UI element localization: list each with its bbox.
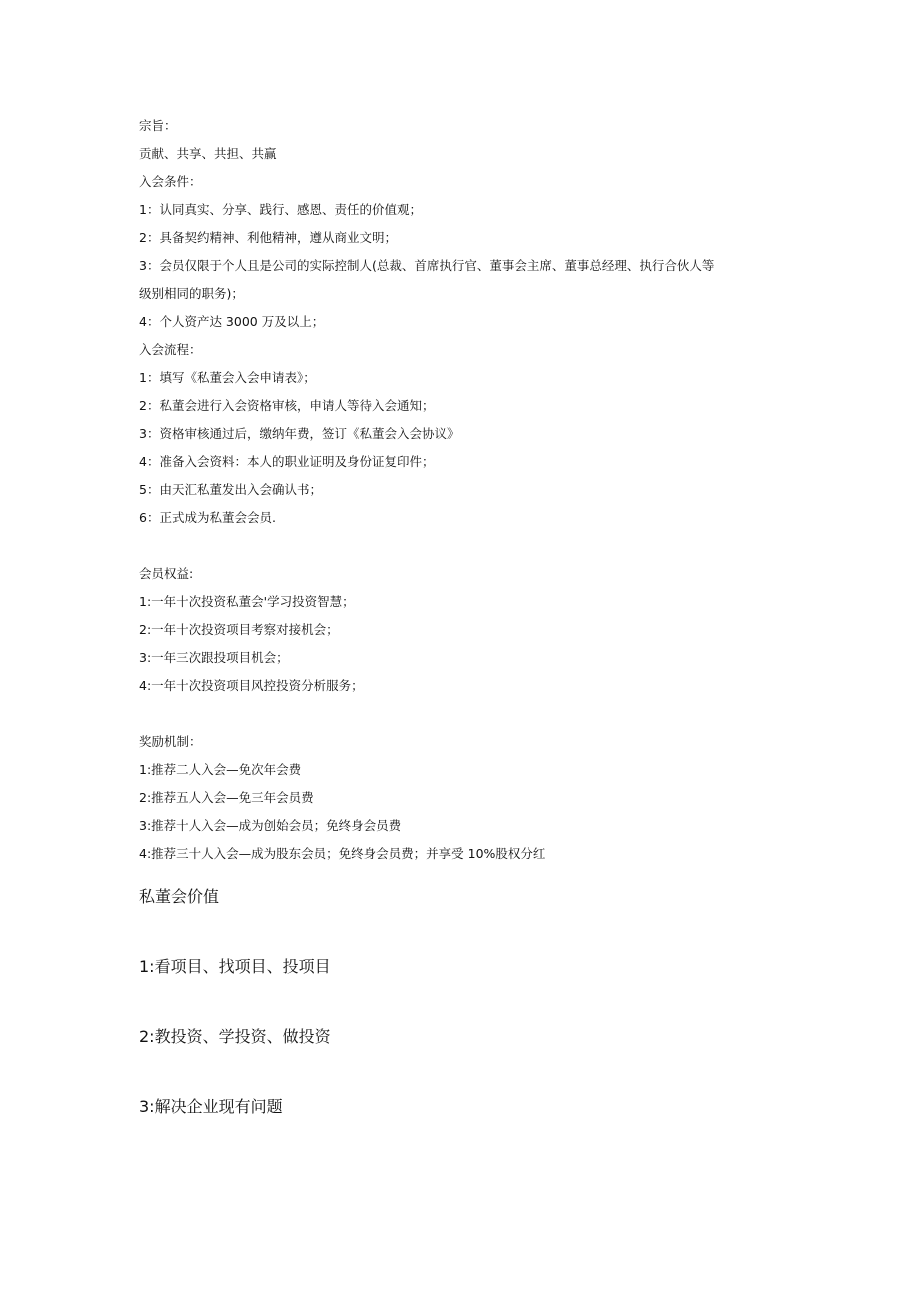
conditions-item-4: 4：个人资产达 3000 万及以上； (139, 314, 325, 329)
rewards-item-1: 1:推荐二人入会—免次年会费 (139, 762, 302, 777)
conditions-item-1: 1：认同真实、分享、践行、感恩、责任的价值观； (139, 202, 422, 217)
process-item-2: 2：私董会进行入会资格审核，申请人等待入会通知； (139, 398, 435, 413)
conditions-item-3-continued: 级别相同的职务)； (139, 286, 244, 301)
conditions-heading: 入会条件： (139, 174, 202, 189)
conditions-item-2: 2：具备契约精神、利他精神，遵从商业文明； (139, 230, 397, 245)
rewards-heading: 奖励机制： (139, 734, 202, 749)
benefits-item-4: 4:一年十次投资项目风控投资分析服务； (139, 678, 364, 693)
rewards-item-2: 2:推荐五人入会—免三年会员费 (139, 790, 314, 805)
process-item-3: 3：资格审核通过后，缴纳年费，签订《私董会入会协议》 (139, 426, 460, 441)
process-item-5: 5：由天汇私董发出入会确认书； (139, 482, 322, 497)
benefits-item-3: 3:一年三次跟投项目机会； (139, 650, 289, 665)
process-item-6: 6：正式成为私董会会员. (139, 510, 276, 525)
conditions-item-3: 3：会员仅限于个人且是公司的实际控制人(总裁、首席执行官、董事会主席、董事总经理、执行合伙人等 (139, 258, 715, 273)
spacer (139, 532, 799, 560)
rewards-item-3: 3:推荐十人入会—成为创始会员；免终身会员费 (139, 818, 402, 833)
value-item-3: 3:解决企业现有问题 (139, 1097, 283, 1116)
benefits-item-1: 1:一年十次投资私董会'学习投资智慧； (139, 594, 355, 609)
benefits-item-2: 2:一年十次投资项目考察对接机会； (139, 622, 339, 637)
process-item-4: 4：准备入会资料：本人的职业证明及身份证复印件； (139, 454, 435, 469)
process-heading: 入会流程： (139, 342, 202, 357)
value-item-2: 2:教投资、学投资、做投资 (139, 1027, 331, 1046)
spacer (139, 700, 799, 728)
value-heading: 私董会价值 (139, 887, 220, 906)
value-item-1: 1:看项目、找项目、投项目 (139, 957, 331, 976)
process-item-1: 1：填写《私董会入会申请表》； (139, 370, 316, 385)
purpose-text: 贡献、共享、共担、共赢 (139, 146, 277, 161)
purpose-heading: 宗旨： (139, 118, 177, 133)
document-page (139, 112, 799, 1118)
rewards-item-4: 4:推荐三十人入会—成为股东会员；免终身会员费；并享受 10%股权分红 (139, 846, 546, 861)
benefits-heading: 会员权益: (139, 566, 194, 581)
